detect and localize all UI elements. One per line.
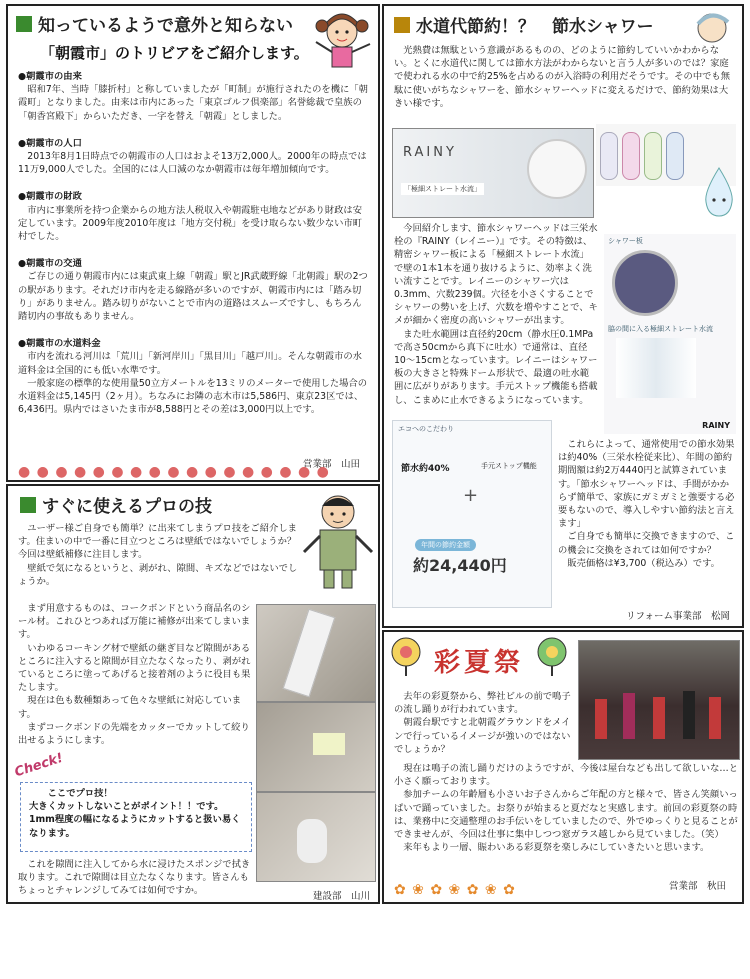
deco-dots: ● ● ● ● ● ● ● ● ● ● ● ● ● ● ● ● ● <box>18 464 330 480</box>
savings-amount-label: 年間の節約金額 <box>415 539 476 551</box>
rainy-brand-caption: 「極細ストレート水流」 <box>401 183 484 195</box>
savings-title: エコへのこだわり <box>398 425 454 433</box>
pro-tip <box>29 787 243 840</box>
pro-signature: 建設部 山川 <box>312 891 370 902</box>
shower-body-text-3: これらによって、通常使用での節水効果は約40%（三栄水栓従来比）、年間の節約期間額は約2万4440円と試算されています。「節水シャワーヘッドは、手間がかからず簡単で、家族にガミガミと強要する必要もないので、導入しやすい節約法と言えます」 <box>558 439 735 530</box>
matsuri-body-bottom <box>394 762 738 854</box>
heading-square-icon <box>394 17 410 33</box>
applying-photo <box>256 792 376 882</box>
shower-price: 販売価格は¥3,700（税込み）です。 <box>567 557 720 569</box>
pro-intro <box>18 522 300 588</box>
straight-flow-label: 脇の間に入る極細ストレート水流 <box>608 325 713 333</box>
pro-paragraph-2: 壁紙で気になるというと、剥がれ、隙間、キズなどではないでしょうか。 <box>18 562 298 587</box>
pro-paragraph-4: いわゆるコーキング材で壁紙の継ぎ目など隙間があるところに注入すると隙間が目立たなくなったり、剥がれているところに塗ってあげると接着剤のように役目も果たします。 <box>18 642 251 694</box>
trivia-heading-traffic: ●朝霞市の交通 <box>18 258 82 270</box>
trivia-heading-water: ●朝霞市の水道料金 <box>18 338 101 350</box>
uchiwa-fan-icon <box>388 636 424 676</box>
rainy-spec-label: RAINY <box>702 421 730 430</box>
pro-paragraph-6: まずコークボンドの先端をカッターでカットして絞り出せるようにします。 <box>18 721 250 747</box>
shower-body-text-2: また吐水範囲は直径約20cm（静水圧0.1MPaで高さ50cmから真下に吐水）で通常は、直径10〜15cmとなっています。レイニーはシャワー板の大きさと特殊ドーム形状で、最適の吐水範囲に広がりがあります。手元ストップ機能も搭載し、こまめに止水できるようになっています。 <box>394 328 598 406</box>
trivia-body-origin: 昭和7年、当時「膝折村」と称していましたが「町制」が施行されたのを機に「朝霞町」となりました。由来は市内にあった「東京ゴルフ倶楽部」名誉総裁で皇族の「朝香宮殿下」からいただき、一字を替え「朝霞」としました。 <box>18 84 368 122</box>
matsuri-signature: 営業部 秋田 <box>668 881 726 892</box>
matsuri-title: 彩夏祭 <box>434 648 525 678</box>
trivia-body-finance: 市内に事業所を持つ企業からの地方法人税収入や朝霞駐屯地などがあり財政は安定しています。2009年度2010年度は「地方交付税」を受け取らない数少ない市町村でした。 <box>18 204 363 243</box>
check-label: Check! <box>12 750 66 781</box>
shower-plate-label: シャワー板 <box>608 237 643 245</box>
pro-tip-body: 大きくカットしないことがポイント！！です。1mm程度の幅になるようにカットすると扱い易くなります。 <box>29 801 241 839</box>
trivia-body-water: 市内を流れる河川は「荒川」「新河岸川」「黒目川」「越戸川」。そんな朝霞市の水道料金は全国的にも低い水準です。 <box>18 351 362 376</box>
trivia-heading <box>16 11 293 35</box>
trivia-body-population: 2013年8月1日時点での朝霞市の人口はおよそ13万2,000人。2000年の時点では11万9,000人でした。全国的には人口減のなか朝霞市は毎年増加傾向です。 <box>18 151 367 176</box>
matsuri-paragraph-1: 去年の彩夏祭から、弊社ビルの前で鳴子の流し踊りが行われています。 <box>394 691 571 716</box>
droplet-mascot-icon <box>702 166 736 218</box>
matsuri-paragraph-2: 朝霞台駅ですと北朝霞グラウンドをメインで行っているイメージが強いのではないでしょうか？ <box>394 717 571 755</box>
savings-box: エコへのこだわり 節水約40% 手元ストップ機能 + 年間の節約金額 約24,440円 <box>392 420 552 608</box>
shower-intro <box>394 44 734 110</box>
matsuri-paragraph-3: 現在は鳴子の流し踊りだけのようですが、今後は屋台なども出して欲しいな…と小さく願っております。 <box>394 763 738 788</box>
trivia-signature: 営業部 山田 <box>302 459 360 470</box>
trivia-heading-population: ●朝霞市の人口 <box>18 137 82 149</box>
shower-heading <box>394 12 654 36</box>
pro-closing <box>18 858 254 898</box>
shower-head-image <box>527 139 587 199</box>
rainy-brand: RAINY <box>403 145 457 160</box>
pro-title: すぐに使えるプロの技 <box>42 497 212 517</box>
trivia-heading-origin: ●朝霞市の由来 <box>18 71 82 82</box>
shower-plate-image <box>612 250 678 316</box>
trivia-body-water-2: 一般家庭の標準的な使用量50立方メートルを13ミリのメーターで使用した場合の水道料金は5,145円（2ヶ月）。ちなみにお隣の志木市は5,586円、東京23区では、6,436円。県内ではさいたま市が8,588円とその差は3,000円以上です。 <box>18 377 368 416</box>
shower-body-3 <box>558 438 736 570</box>
savings-amount: 約24,440円 <box>413 556 507 575</box>
trivia-body-traffic: ご存じの通り朝霞市内には東武東上線「朝霞」駅とJR武蔵野線「北朝霞」駅の2つの駅があります。それだけ市内を走る線路が多いのですが、朝霞市内には「踏み切り」がありません。踏み切りがないことで市内の道路はスムーズですし、もちろん踏切内の事故もありません。 <box>18 271 368 323</box>
trivia-panel <box>6 4 380 482</box>
shower-panel <box>382 4 744 628</box>
pro-tip-title: ここでプロ技！ <box>47 788 113 799</box>
shower-side-graphic <box>604 234 736 434</box>
heading-square-icon <box>20 497 36 513</box>
pro-paragraph-3: まず用意するものは、コークボンドという商品名のシール材。これひとつあれば万能に補修が出来てしまいます。 <box>18 603 251 641</box>
pro-heading <box>20 492 212 516</box>
matsuri-paragraph-4: 参加チームの年齢層も小さいお子さんからご年配の方と様々で、皆さん笑顔いっぱいで踊っていました。お祭りが始まると夏だなと実感します。前回の彩夏祭の時は、業務中に交通整理のお手伝いをしていましたので、外でゆっくりと見ることができませんが、今回は仕事に集中しつつ窓ガラス越しから見ていました。（笑） <box>394 789 738 841</box>
girl-illustration <box>308 8 376 72</box>
shower-body-text-4: ご自身でも簡単に交換できますので、この機会に交換をされては如何ですか？ <box>558 531 735 556</box>
heading-square-icon <box>16 16 32 32</box>
woman-illustration <box>684 8 742 48</box>
shower-body-text: 今回紹介します、節水シャワーヘッドは三栄水栓の『RAINY（レイニー）』です。その特徴は、精密シャワー板による「極細ストレート水流」で壁の1本1本を通り抜けるように、効率よく洗い流すことです。レイニーのシャワー穴は0.3mm、穴数239個。穴径を小さくすることでシャワーの勢いを上げ、穴数を増やすことで、キメが細かく密度の高いシャワーが出ます。 <box>394 223 598 327</box>
rainy-product-photo <box>392 128 594 218</box>
trivia-subtitle: 「朝霞市」のトリビアをご紹介します。 <box>40 44 309 62</box>
matsuri-panel <box>382 630 744 904</box>
shower-title: 水道代節約！？ 節水シャワー <box>416 17 654 37</box>
savings-rate: 節水約40% <box>401 464 450 474</box>
shower-body <box>394 222 598 407</box>
shower-signature: リフォーム事業部 松岡 <box>625 611 730 622</box>
trivia-title: 知っているようで意外と知らない <box>38 16 293 36</box>
caulk-tube-photo <box>256 604 376 702</box>
pro-paragraph-1: ユーザー様ご自身でも簡単？に出来てしまうプロ技をご紹介します。住まいの中で一番に目立つところは壁紙ではないでしょうか？今回は壁紙補修に注目します。 <box>18 523 297 561</box>
pro-paragraph-5: 現在は色も数種類あって色々な壁紙に対応しています。 <box>18 695 242 720</box>
matsuri-body-top <box>394 690 578 756</box>
trivia-heading-finance: ●朝霞市の財政 <box>18 191 82 203</box>
matsuri-photo <box>578 640 740 760</box>
pro-panel <box>6 484 380 904</box>
pro-closing-text: これを隙間に注入してから水に浸けたスポンジで拭き取ります。これで隙間は目立たなくなります。皆さんもちょっとチャレンジしてみては如何ですか。 <box>18 859 251 897</box>
uchiwa-fan-icon <box>534 636 570 676</box>
matsuri-paragraph-5: 来年もより一層、賑わいある彩夏祭を楽しみにしていきたいと思います。 <box>403 842 710 854</box>
pro-steps <box>18 602 254 747</box>
savings-stop: 手元ストップ機能 <box>481 462 537 470</box>
trivia-body <box>18 70 370 416</box>
worker-illustration <box>298 490 378 590</box>
pro-tip-box <box>20 782 252 852</box>
cutting-photo <box>256 702 376 792</box>
straight-flow-image <box>616 338 696 398</box>
deco-flowers: ✿ ❀ ✿ ❀ ✿ ❀ ✿ <box>394 882 516 898</box>
shower-intro-text: 光熱費は無駄という意識があるものの、どのように節約していいかわからない。とくに水道代に関しては節水方法がわからないと言う人が多いのでは？家庭で使われる水の中で約25%を占めるのが入浴時の利用だそうです。その中でも無駄に使いがちなシャワーを、節水シャワーヘッドに変えるだけで、節約効果は大きい様です。 <box>394 45 731 109</box>
